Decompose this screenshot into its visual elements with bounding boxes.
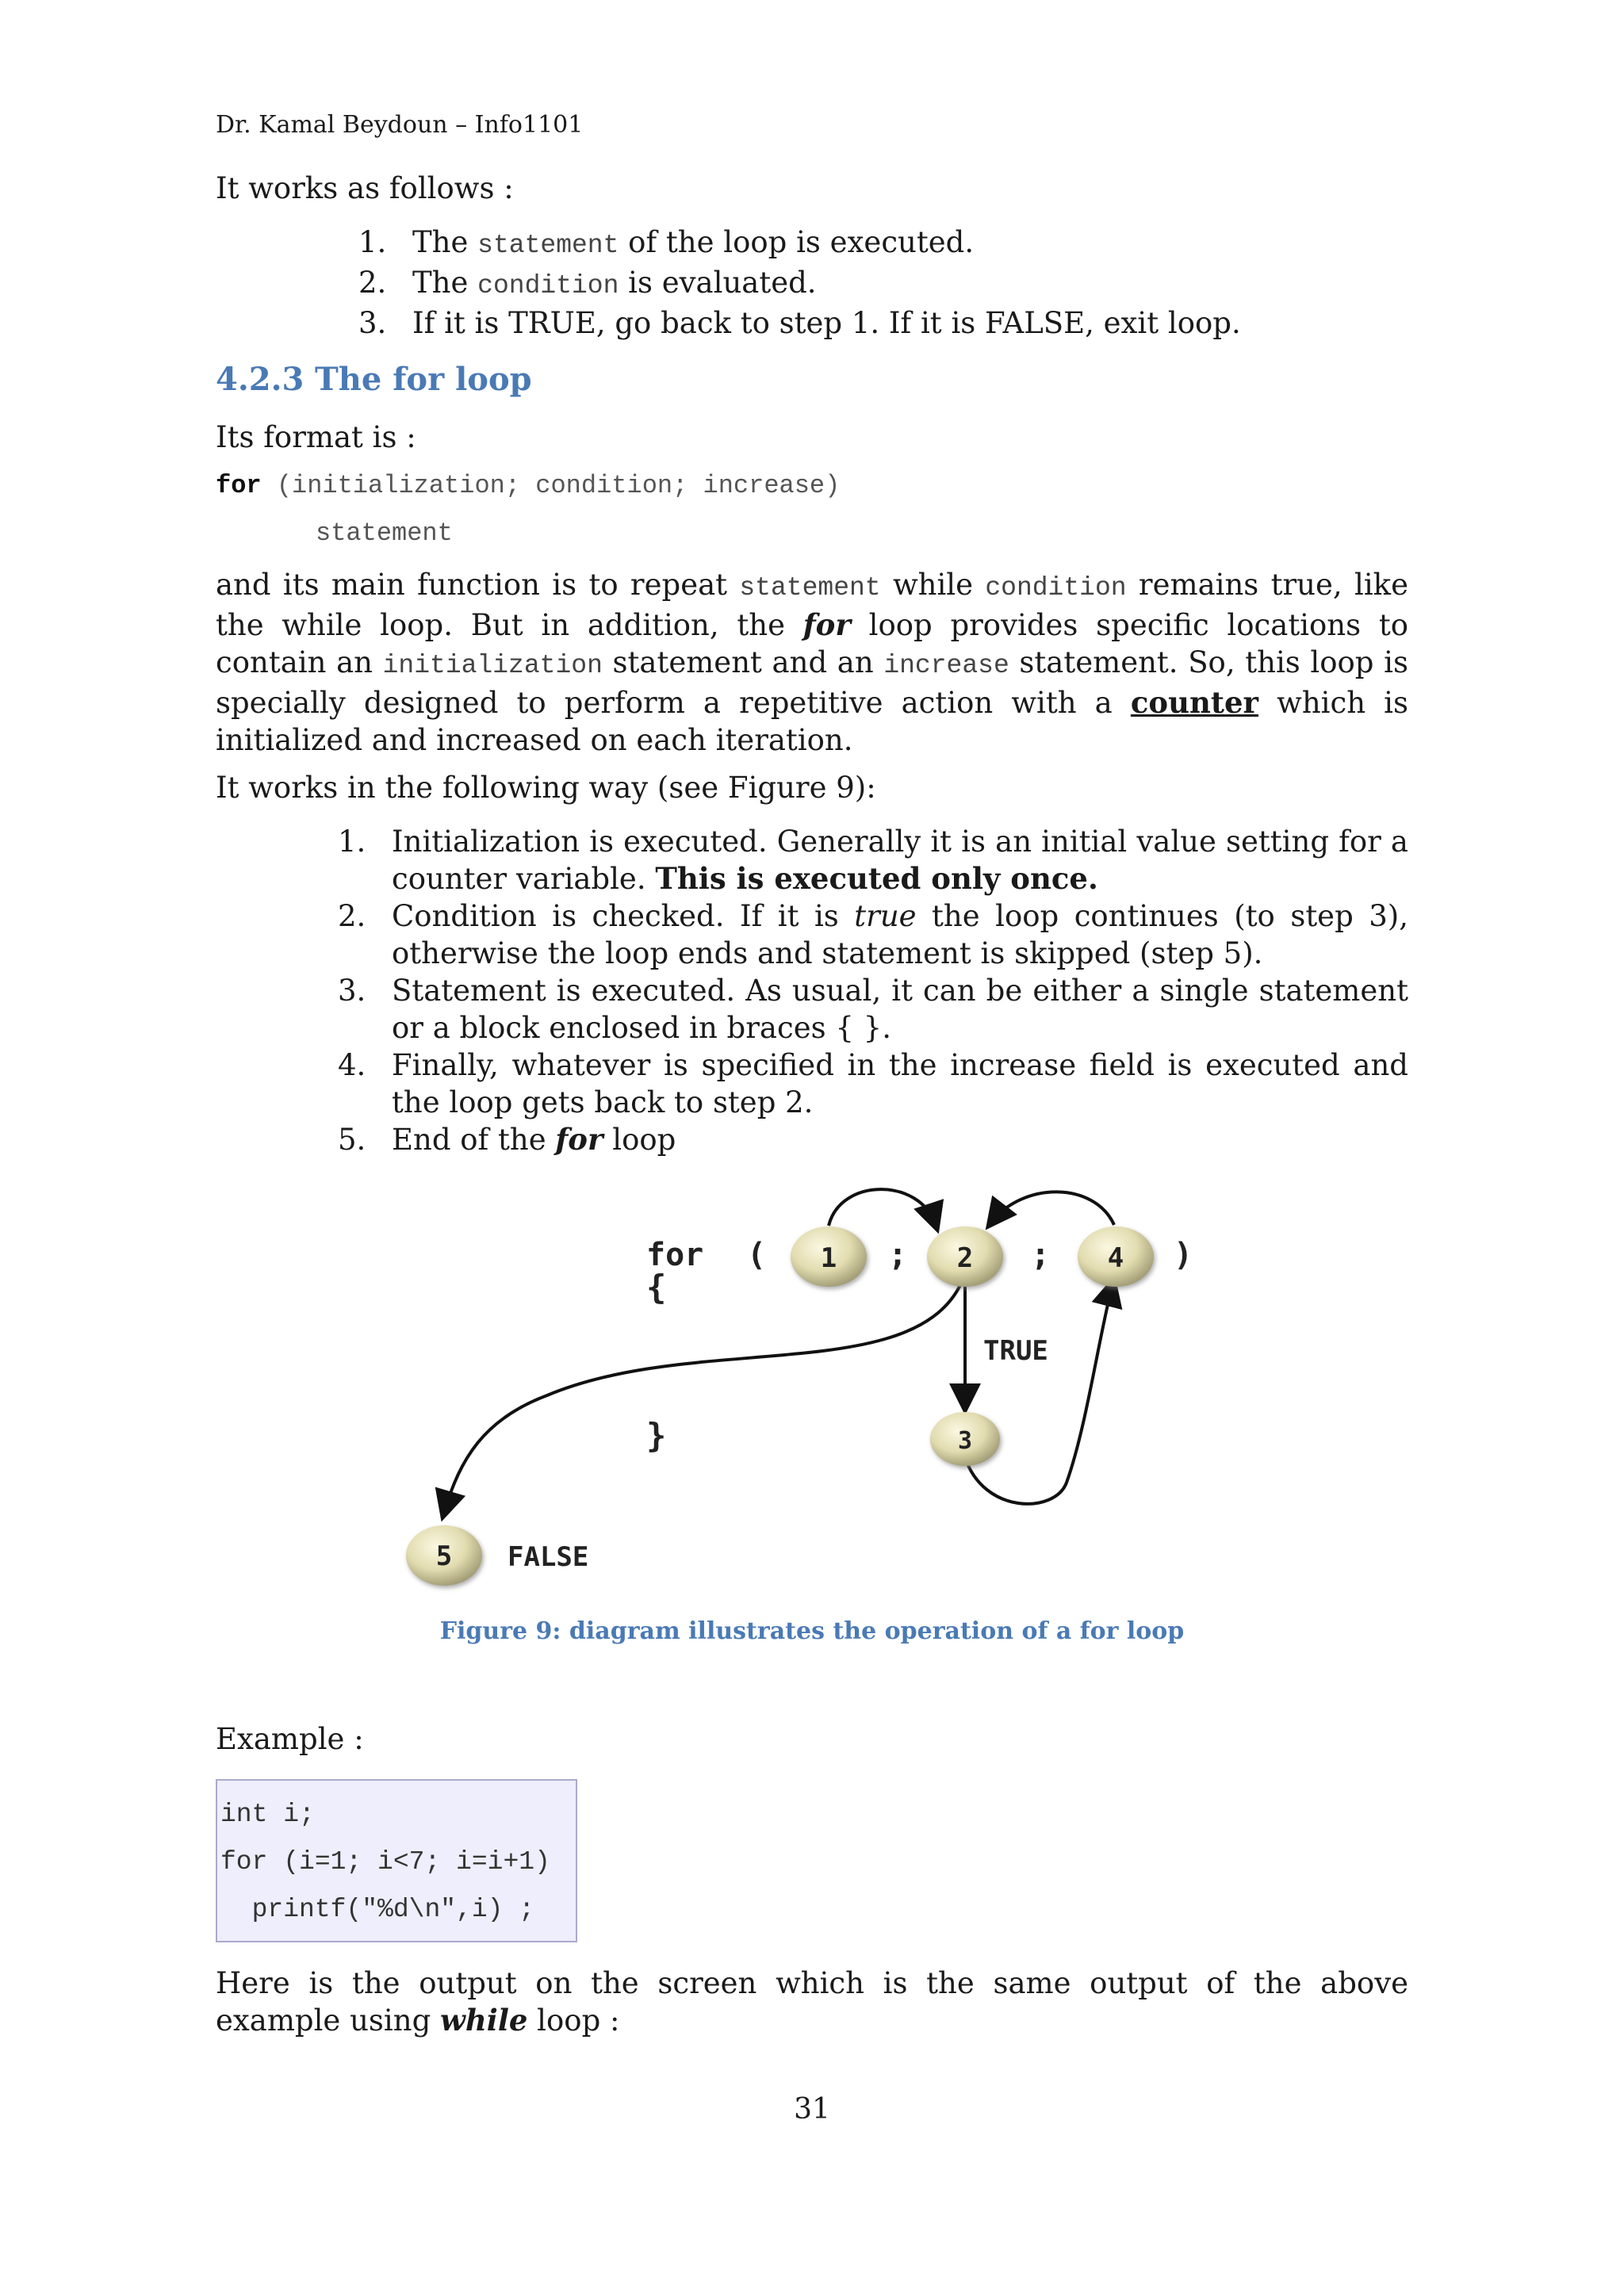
list-item [358,264,1241,304]
text: statement and an [602,645,884,679]
page-number: 31 [794,2093,830,2126]
emphasis: while [440,2003,528,2038]
paragraph-main-function [216,566,1408,759]
arrow-4-to-2 [991,1192,1114,1225]
code-span: increase [883,651,1009,680]
text: If it is TRUE, go back to step 1. If it is FALSE, exit loop. [412,306,1241,340]
ball-5-label: 5 [435,1540,453,1572]
format-code-statement: statement [316,519,453,548]
ball-4-label: 4 [1107,1242,1124,1274]
text: The [412,266,478,300]
false-label: FALSE [508,1541,589,1573]
emphasis: for [802,607,851,642]
code-span: initialization [382,651,603,680]
ball-3 [930,1412,1000,1466]
format-intro: Its format is : [216,420,416,454]
text: Statement is executed. As usual, it can be either a single statement or a block enclosed in braces { }. [392,974,1408,1045]
section-heading [216,361,532,398]
ball-5 [406,1525,482,1586]
open-paren: ( [747,1237,767,1273]
list-number: 5. [338,1123,366,1157]
code-span: condition [985,573,1127,603]
figure-caption: Figure 9: diagram illustrates the operation of a for loop [439,1617,1185,1645]
list-item [338,972,1408,1047]
example-code-box [216,1779,577,1942]
emphasis: for [555,1122,603,1157]
intro-text: It works as follows : [216,171,514,205]
ball-3-label: 3 [957,1427,973,1455]
list-item [338,897,1408,972]
close-brace: } [646,1416,667,1455]
text: statement. So, this loop is specially designed to perform a repetitive action with a [216,645,1408,720]
semicolon-1: ; [888,1237,908,1273]
text: remains true, like the while loop. But in addition, the [216,568,1408,642]
ball-1 [791,1226,867,1287]
section-number: 4.2.3 [216,361,304,398]
page-header: Dr. Kamal Beydoun – Info1101 [216,111,584,139]
text: loop : [527,2003,620,2038]
for-loop-diagram [396,1181,1221,1609]
list-item [358,304,1241,342]
text: The [412,225,478,259]
format-code-line [216,471,840,500]
arrow-3-to-4 [965,1284,1113,1504]
code-line: for (i=1; i<7; i=i+1) [220,1847,550,1877]
text: of the loop is executed. [619,225,975,259]
ball-1-label: 1 [820,1242,837,1274]
for-keyword-text: for [646,1237,704,1273]
open-brace: { [646,1268,667,1307]
ball-2 [927,1226,1003,1287]
arrow-2-to-5 [444,1278,963,1513]
diagram-svg [396,1181,1221,1609]
close-paren: ) [1174,1237,1193,1273]
code-span: condition [477,271,619,300]
true-label: TRUE [983,1335,1048,1367]
list-number: 2. [338,899,366,933]
list-item [358,224,1241,264]
text: Finally, whatever is specified in the increase field is executed and the loop gets back to step 2. [392,1048,1408,1119]
list-number: 2. [358,266,387,300]
list-item [338,1047,1408,1121]
paragraph-output [216,1965,1408,2039]
counter-emphasis: counter [1130,685,1259,720]
text: and its main function is to repeat [216,568,740,602]
section-title: The for loop [315,361,532,398]
text: loop provides specific locations to contain an [216,608,1409,679]
paragraph-works-way: It works in the following way (see Figure 9): [216,771,876,805]
text: is evaluated. [619,266,817,300]
code-span: statement [477,231,619,260]
format-code-rest: (initialization; condition; increase) [261,471,841,500]
code-line: printf("%d\n",i) ; [220,1895,535,1924]
text: Condition is checked. If it is [392,899,855,933]
emphasis: true [854,899,917,933]
list-number: 1. [338,825,366,859]
code-line: int i; [220,1800,315,1829]
arrow-1-to-2 [829,1189,936,1226]
semicolon-2: ; [1031,1237,1051,1273]
text: Initialization is executed. Generally it is an initial value setting for a counter variable. [392,825,1408,896]
emphasis: This is executed only once. [655,861,1098,896]
text: the loop continues (to step 3), otherwise the loop ends and statement is skipped (step 5). [392,899,1408,970]
text: which is initialized and increased on each iteration. [216,686,1408,757]
text: while [880,568,986,602]
ball-2-label: 2 [956,1242,974,1274]
example-label: Example : [216,1722,364,1756]
list-item [338,823,1408,897]
steps-list-1 [358,224,1241,342]
ball-4 [1078,1226,1154,1287]
for-keyword: for [216,471,262,500]
code-span: statement [739,573,881,603]
list-number: 1. [358,225,387,259]
list-number: 3. [358,306,387,340]
steps-list-2 [338,823,1408,1158]
list-number: 3. [338,974,366,1008]
list-item [338,1121,1408,1158]
text: Here is the output on the screen which is the same output of the above example using [216,1966,1408,2038]
list-number: 4. [338,1048,366,1082]
text: End of the [392,1123,556,1157]
text: loop [603,1123,676,1157]
